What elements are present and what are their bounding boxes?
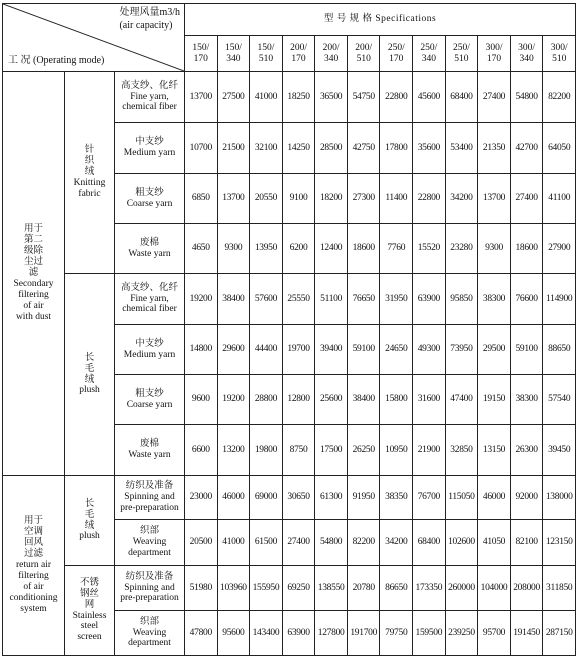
- capacity-value-cell: 9300: [478, 224, 511, 274]
- spec-column-bottom: 340: [519, 53, 534, 64]
- spec-column-top: 300/: [518, 42, 536, 53]
- yarn-type-label-line: Spinning and: [124, 492, 175, 503]
- capacity-value-cell: 25550: [282, 274, 315, 325]
- yarn-type-label-line: Fine yarn,: [130, 91, 169, 102]
- capacity-value-cell: 19200: [217, 375, 250, 425]
- yarn-type-label: [115, 520, 185, 566]
- capacity-value-cell: 25600: [315, 375, 348, 425]
- capacity-value-cell: 13700: [185, 72, 218, 123]
- capacity-value-cell: 15520: [413, 224, 446, 274]
- yarn-type-label-line: 废棉: [140, 237, 160, 248]
- spec-column-header: [413, 36, 446, 72]
- spec-column-top: 200/: [355, 42, 373, 53]
- yarn-type-label-line: pre-preparation: [120, 502, 179, 513]
- subgroup-plush-line: 长: [84, 352, 95, 363]
- yarn-type-label-line: department: [128, 638, 171, 649]
- capacity-value-cell: 51100: [315, 274, 348, 325]
- spec-column-header: [217, 36, 250, 72]
- group-return-air-filtering-line: 空调: [23, 527, 43, 538]
- capacity-value-cell: 6600: [185, 425, 218, 476]
- specifications-title: 型 号 规 格 Specifications: [185, 4, 576, 36]
- capacity-value-cell: 34200: [380, 520, 413, 566]
- capacity-value-cell: 95850: [445, 274, 478, 325]
- capacity-value-cell: 34200: [445, 174, 478, 224]
- yarn-type-label-line: 中支纱: [135, 338, 164, 349]
- capacity-value-cell: 27500: [217, 72, 250, 123]
- capacity-value-cell: 22800: [413, 174, 446, 224]
- capacity-value-cell: 79750: [380, 611, 413, 656]
- capacity-value-cell: 27400: [478, 72, 511, 123]
- group-secondary-filtering-line: 用于: [23, 224, 43, 235]
- capacity-value-cell: 18200: [315, 174, 348, 224]
- capacity-value-cell: 49300: [413, 325, 446, 375]
- spec-column-top: 200/: [322, 42, 340, 53]
- spec-column-top: 250/: [420, 42, 438, 53]
- capacity-value-cell: 32850: [445, 425, 478, 476]
- capacity-value-cell: 8750: [282, 425, 315, 476]
- spec-column-bottom: 170: [389, 53, 404, 64]
- capacity-value-cell: 39400: [315, 325, 348, 375]
- capacity-value-cell: 14250: [282, 123, 315, 174]
- capacity-value-cell: 41000: [217, 520, 250, 566]
- spec-column-top: 250/: [452, 42, 470, 53]
- capacity-value-cell: 127800: [315, 611, 348, 656]
- capacity-value-cell: 46000: [217, 476, 250, 520]
- capacity-value-cell: 23280: [445, 224, 478, 274]
- capacity-value-cell: 17500: [315, 425, 348, 476]
- subgroup-knitting-fabric-line: fabric: [78, 188, 101, 199]
- capacity-value-cell: 31950: [380, 274, 413, 325]
- group-return-air-filtering-line: of air: [23, 581, 44, 592]
- capacity-value-cell: 287150: [543, 611, 576, 656]
- capacity-value-cell: 47400: [445, 375, 478, 425]
- subgroup-plush: [65, 476, 115, 566]
- capacity-value-cell: 76700: [413, 476, 446, 520]
- yarn-type-label-line: 纺织及准备: [125, 481, 174, 492]
- spec-column-header: [315, 36, 348, 72]
- capacity-value-cell: 21350: [478, 123, 511, 174]
- header-row-1: [3, 4, 576, 36]
- capacity-value-cell: 10700: [185, 123, 218, 174]
- yarn-type-label-line: 粗支纱: [135, 187, 164, 198]
- capacity-value-cell: 38300: [510, 375, 543, 425]
- capacity-value-cell: 17800: [380, 123, 413, 174]
- capacity-value-cell: 115050: [445, 476, 478, 520]
- capacity-value-cell: 159500: [413, 611, 446, 656]
- subgroup-knitting-fabric-line: 针: [84, 145, 95, 156]
- subgroup-stainless-steel-screen-line: 不锈: [79, 577, 99, 588]
- capacity-value-cell: 260000: [445, 566, 478, 611]
- spec-column-header: [282, 36, 315, 72]
- capacity-value-cell: 28500: [315, 123, 348, 174]
- capacity-value-cell: 82200: [543, 72, 576, 123]
- capacity-value-cell: 38350: [380, 476, 413, 520]
- spec-column-header: [250, 36, 283, 72]
- capacity-value-cell: 19700: [282, 325, 315, 375]
- subgroup-plush-line: plush: [79, 385, 100, 396]
- capacity-value-cell: 38400: [347, 375, 380, 425]
- capacity-value-cell: 6200: [282, 224, 315, 274]
- yarn-type-label-line: Waste yarn: [128, 450, 171, 460]
- capacity-value-cell: 10950: [380, 425, 413, 476]
- capacity-value-cell: 21500: [217, 123, 250, 174]
- capacity-value-cell: 143400: [250, 611, 283, 656]
- capacity-value-cell: 9300: [217, 224, 250, 274]
- capacity-value-cell: 104000: [478, 566, 511, 611]
- capacity-value-cell: 59100: [347, 325, 380, 375]
- operating-mode-label: 工 况 (Operating mode): [8, 54, 105, 66]
- group-return-air-filtering-line: return air: [15, 560, 52, 571]
- group-secondary-filtering-line: with dust: [15, 311, 52, 322]
- yarn-type-label: [115, 476, 185, 520]
- capacity-value-cell: 57600: [250, 274, 283, 325]
- capacity-value-cell: 82100: [510, 520, 543, 566]
- capacity-value-cell: 27300: [347, 174, 380, 224]
- capacity-value-cell: 42700: [510, 123, 543, 174]
- subgroup-stainless-steel-screen-line: 钢丝: [79, 588, 99, 599]
- yarn-type-label-line: 织部: [140, 526, 160, 537]
- capacity-value-cell: 12800: [282, 375, 315, 425]
- group-return-air-filtering-line: conditioning: [9, 592, 58, 603]
- capacity-value-cell: 29500: [478, 325, 511, 375]
- capacity-value-cell: 73950: [445, 325, 478, 375]
- capacity-value-cell: 95700: [478, 611, 511, 656]
- subgroup-plush-line: plush: [79, 531, 100, 542]
- capacity-value-cell: 27400: [282, 520, 315, 566]
- capacity-value-cell: 36500: [315, 72, 348, 123]
- table-row: [3, 72, 576, 123]
- capacity-value-cell: 35600: [413, 123, 446, 174]
- subgroup-stainless-steel-screen-line: 网: [84, 599, 95, 610]
- spec-column-header: [543, 36, 576, 72]
- capacity-value-cell: 23000: [185, 476, 218, 520]
- yarn-type-label-line: Coarse yarn: [126, 399, 173, 410]
- yarn-type-label: [115, 72, 185, 123]
- capacity-value-cell: 138550: [315, 566, 348, 611]
- subgroup-plush-line: 毛: [84, 509, 95, 520]
- capacity-value-cell: 54800: [510, 72, 543, 123]
- air-capacity-cn: 处理风量m3/h: [119, 7, 181, 18]
- yarn-type-label-line: department: [128, 547, 171, 558]
- yarn-type-label-line: 高支纱、化纤: [121, 282, 179, 293]
- capacity-value-cell: 155950: [250, 566, 283, 611]
- table-row: [3, 274, 576, 325]
- capacity-value-cell: 20780: [347, 566, 380, 611]
- capacity-value-cell: 88650: [543, 325, 576, 375]
- capacity-value-cell: 45600: [413, 72, 446, 123]
- yarn-type-label: [115, 123, 185, 174]
- capacity-value-cell: 21900: [413, 425, 446, 476]
- capacity-value-cell: 239250: [445, 611, 478, 656]
- spec-column-bottom: 170: [193, 53, 208, 64]
- spec-column-header: [347, 36, 380, 72]
- capacity-value-cell: 102600: [445, 520, 478, 566]
- capacity-value-cell: 69250: [282, 566, 315, 611]
- capacity-value-cell: 86650: [380, 566, 413, 611]
- yarn-type-label-line: Medium yarn: [123, 349, 176, 360]
- yarn-type-label-line: chemical fiber: [122, 102, 177, 113]
- capacity-value-cell: 63900: [413, 274, 446, 325]
- capacity-value-cell: 103960: [217, 566, 250, 611]
- spec-column-bottom: 340: [323, 53, 339, 64]
- spec-column-header: [510, 36, 543, 72]
- capacity-value-cell: 76650: [347, 274, 380, 325]
- yarn-type-label-line: Coarse yarn: [126, 198, 173, 209]
- yarn-type-label: [115, 611, 185, 656]
- capacity-value-cell: 13700: [217, 174, 250, 224]
- yarn-type-label: [115, 375, 185, 425]
- capacity-value-cell: 26300: [510, 425, 543, 476]
- capacity-value-cell: 41000: [250, 72, 283, 123]
- group-secondary-filtering-line: 尘过: [23, 257, 43, 268]
- capacity-value-cell: 20550: [250, 174, 283, 224]
- table-row: [3, 476, 576, 520]
- capacity-value-cell: 29600: [217, 325, 250, 375]
- capacity-value-cell: 32100: [250, 123, 283, 174]
- capacity-value-cell: 18600: [347, 224, 380, 274]
- capacity-value-cell: 191450: [510, 611, 543, 656]
- capacity-value-cell: 28800: [250, 375, 283, 425]
- header-corner-cell: [3, 4, 185, 72]
- group-return-air-filtering-line: system: [20, 603, 47, 614]
- capacity-value-cell: 46000: [478, 476, 511, 520]
- spec-column-bottom: 510: [258, 53, 274, 64]
- capacity-value-cell: 54800: [315, 520, 348, 566]
- air-capacity-label: [119, 7, 180, 32]
- yarn-type-label-line: Fine yarn,: [130, 293, 169, 304]
- capacity-value-cell: 57540: [543, 375, 576, 425]
- capacity-value-cell: 31600: [413, 375, 446, 425]
- yarn-type-label-line: pre-preparation: [120, 593, 179, 604]
- capacity-value-cell: 13150: [478, 425, 511, 476]
- capacity-value-cell: 9100: [282, 174, 315, 224]
- group-secondary-filtering-line: of air: [23, 300, 44, 311]
- subgroup-knitting-fabric-line: Knitting: [73, 177, 106, 188]
- group-secondary-filtering-line: 滤: [28, 268, 39, 279]
- subgroup-knitting-fabric: [65, 72, 115, 274]
- capacity-value-cell: 123150: [543, 520, 576, 566]
- capacity-value-cell: 18600: [510, 224, 543, 274]
- capacity-value-cell: 11400: [380, 174, 413, 224]
- spec-column-top: 200/: [290, 42, 307, 53]
- capacity-value-cell: 26250: [347, 425, 380, 476]
- group-secondary-filtering-line: 级除: [23, 246, 43, 257]
- capacity-value-cell: 30650: [282, 476, 315, 520]
- spec-column-header: [380, 36, 413, 72]
- group-return-air-filtering-line: 回风: [23, 538, 43, 549]
- capacity-value-cell: 53400: [445, 123, 478, 174]
- capacity-value-cell: 91950: [347, 476, 380, 520]
- yarn-type-label: [115, 325, 185, 375]
- spec-column-top: 150/: [192, 42, 210, 53]
- capacity-value-cell: 22800: [380, 72, 413, 123]
- subgroup-stainless-steel-screen-line: Stainless: [72, 610, 107, 621]
- capacity-value-cell: 13200: [217, 425, 250, 476]
- capacity-value-cell: 68400: [445, 72, 478, 123]
- capacity-value-cell: 95600: [217, 611, 250, 656]
- capacity-value-cell: 61300: [315, 476, 348, 520]
- yarn-type-label-line: Weaving: [132, 627, 167, 638]
- capacity-value-cell: 4650: [185, 224, 218, 274]
- capacity-value-cell: 138000: [543, 476, 576, 520]
- capacity-value-cell: 19200: [185, 274, 218, 325]
- capacity-value-cell: 69000: [250, 476, 283, 520]
- group-secondary-filtering: [3, 72, 65, 476]
- subgroup-knitting-fabric-line: 织: [84, 156, 95, 167]
- capacity-value-cell: 311850: [543, 566, 576, 611]
- capacity-value-cell: 13950: [250, 224, 283, 274]
- capacity-value-cell: 47800: [185, 611, 218, 656]
- specification-table: [2, 3, 576, 656]
- capacity-value-cell: 12400: [315, 224, 348, 274]
- capacity-value-cell: 20500: [185, 520, 218, 566]
- subgroup-plush: [65, 274, 115, 476]
- spec-column-header: [445, 36, 478, 72]
- capacity-value-cell: 19800: [250, 425, 283, 476]
- yarn-type-label-line: Medium yarn: [123, 148, 176, 158]
- subgroup-plush-line: 毛: [84, 363, 95, 374]
- capacity-value-cell: 64050: [543, 123, 576, 174]
- capacity-value-cell: 44400: [250, 325, 283, 375]
- air-capacity-en: (air capacity): [119, 19, 173, 31]
- table-body: [3, 4, 576, 656]
- subgroup-plush-line: 绒: [84, 374, 95, 385]
- yarn-type-label-line: 高支纱、化纤: [121, 80, 179, 91]
- yarn-type-label-line: Weaving: [132, 537, 167, 548]
- spec-column-top: 300/: [550, 42, 568, 53]
- capacity-value-cell: 61500: [250, 520, 283, 566]
- capacity-value-cell: 27900: [543, 224, 576, 274]
- capacity-value-cell: 76600: [510, 274, 543, 325]
- capacity-value-cell: 7760: [380, 224, 413, 274]
- yarn-type-label: [115, 224, 185, 274]
- capacity-value-cell: 54750: [347, 72, 380, 123]
- subgroup-stainless-steel-screen-line: steel: [80, 621, 99, 632]
- yarn-type-label: [115, 566, 185, 611]
- yarn-type-label-line: Waste yarn: [128, 248, 171, 259]
- capacity-value-cell: 68400: [413, 520, 446, 566]
- spec-column-bottom: 170: [291, 53, 306, 64]
- yarn-type-label-line: chemical fiber: [122, 304, 177, 315]
- capacity-value-cell: 92000: [510, 476, 543, 520]
- spec-column-bottom: 170: [486, 53, 502, 64]
- capacity-value-cell: 208000: [510, 566, 543, 611]
- subgroup-plush-line: 绒: [84, 520, 95, 531]
- capacity-value-cell: 82200: [347, 520, 380, 566]
- capacity-value-cell: 38300: [478, 274, 511, 325]
- subgroup-stainless-steel-screen-line: screen: [77, 632, 102, 643]
- subgroup-knitting-fabric-line: 绒: [84, 167, 95, 178]
- group-secondary-filtering-line: Secondary: [13, 278, 54, 289]
- spec-column-bottom: 510: [356, 53, 371, 64]
- capacity-value-cell: 24650: [380, 325, 413, 375]
- group-return-air-filtering-line: 用于: [23, 516, 43, 527]
- capacity-value-cell: 14800: [185, 325, 218, 375]
- group-secondary-filtering-line: filtering: [18, 289, 49, 300]
- capacity-value-cell: 9600: [185, 375, 218, 425]
- spec-column-bottom: 510: [552, 53, 567, 64]
- spec-column-bottom: 340: [421, 53, 436, 64]
- capacity-value-cell: 51980: [185, 566, 218, 611]
- group-return-air-filtering: [3, 476, 65, 656]
- capacity-value-cell: 59100: [510, 325, 543, 375]
- capacity-value-cell: 41100: [543, 174, 576, 224]
- capacity-value-cell: 63900: [282, 611, 315, 656]
- spec-column-header: [185, 36, 218, 72]
- subgroup-stainless-steel-screen: [65, 566, 115, 656]
- yarn-type-label-line: Spinning and: [124, 582, 175, 593]
- spec-column-top: 250/: [387, 42, 405, 53]
- spec-column-bottom: 340: [226, 53, 241, 64]
- yarn-type-label-line: 废棉: [140, 439, 160, 450]
- spec-column-top: 300/: [485, 42, 503, 53]
- capacity-value-cell: 13700: [478, 174, 511, 224]
- spec-column-header: [478, 36, 511, 72]
- capacity-value-cell: 18250: [282, 72, 315, 123]
- spec-column-top: 150/: [224, 42, 242, 53]
- capacity-value-cell: 6850: [185, 174, 218, 224]
- capacity-value-cell: 15800: [380, 375, 413, 425]
- spec-column-top: 150/: [257, 42, 275, 53]
- yarn-type-label-line: 纺织及准备: [125, 571, 174, 582]
- capacity-value-cell: 191700: [347, 611, 380, 656]
- subgroup-plush-line: 长: [84, 498, 95, 509]
- group-secondary-filtering-line: 第二: [23, 235, 43, 246]
- capacity-value-cell: 27400: [510, 174, 543, 224]
- capacity-value-cell: 41050: [478, 520, 511, 566]
- capacity-value-cell: 114900: [543, 274, 576, 325]
- capacity-value-cell: 19150: [478, 375, 511, 425]
- capacity-value-cell: 173350: [413, 566, 446, 611]
- capacity-value-cell: 42750: [347, 123, 380, 174]
- yarn-type-label-line: 织部: [140, 616, 160, 627]
- spec-column-bottom: 510: [454, 53, 469, 64]
- yarn-type-label-line: 粗支纱: [135, 388, 164, 399]
- capacity-value-cell: 39450: [543, 425, 576, 476]
- yarn-type-label: [115, 425, 185, 476]
- yarn-type-label: [115, 174, 185, 224]
- table-row: [3, 566, 576, 611]
- group-return-air-filtering-line: filtering: [18, 570, 49, 581]
- yarn-type-label-line: 中支纱: [135, 137, 164, 148]
- group-return-air-filtering-line: 过滤: [23, 549, 43, 560]
- yarn-type-label: [115, 274, 185, 325]
- capacity-value-cell: 38400: [217, 274, 250, 325]
